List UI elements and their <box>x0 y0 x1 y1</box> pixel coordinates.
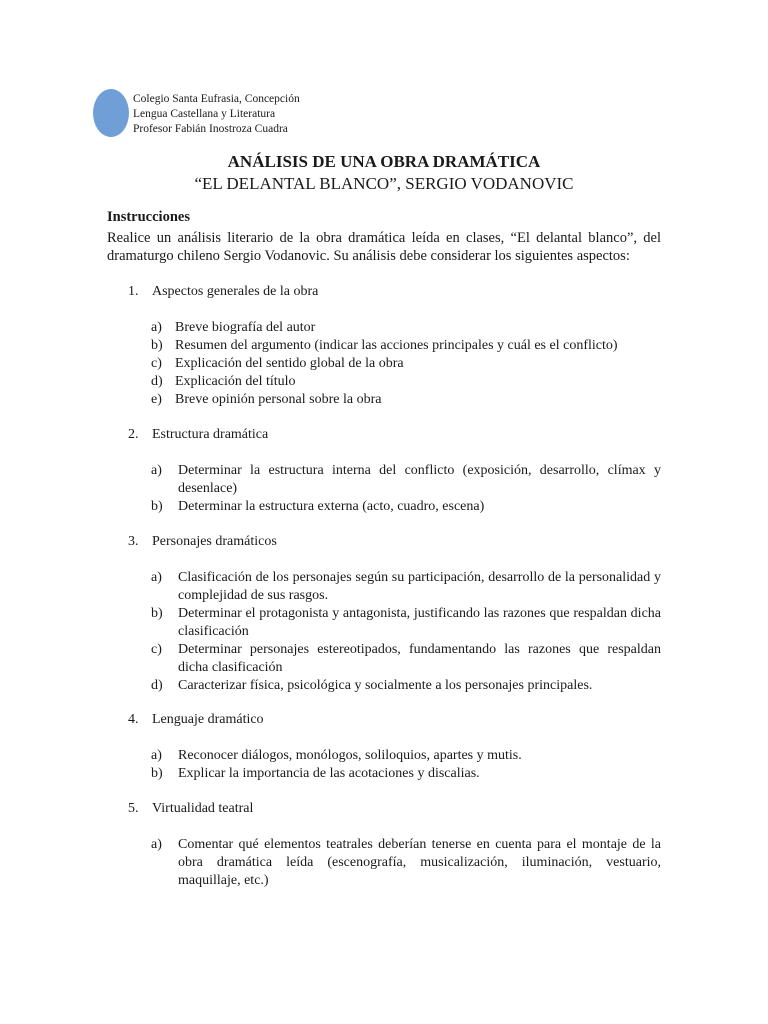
course-name: Lengua Castellana y Literatura <box>133 108 276 120</box>
list-item-letter: b) <box>151 766 163 781</box>
list-item-letter: a) <box>151 748 162 763</box>
section-number: 5. <box>128 801 139 816</box>
school-name: Colegio Santa Eufrasia, Concepción <box>133 93 300 105</box>
list-item-letter: a) <box>151 463 162 478</box>
list-item: Clasificación de los personajes según su participación, desarrollo de la personalidad y complejidad de sus rasgos. <box>178 570 661 603</box>
school-logo <box>93 89 129 137</box>
list-item: Explicación del sentido global de la obra <box>175 356 404 371</box>
list-item-letter: a) <box>151 837 162 852</box>
list-item-letter: c) <box>151 356 162 371</box>
list-item: Caracterizar física, psicológica y socialmente a los personajes principales. <box>178 678 593 693</box>
list-item-letter: b) <box>151 606 163 621</box>
document-title: ANÁLISIS DE UNA OBRA DRAMÁTICA <box>227 152 541 171</box>
teacher-name: Profesor Fabián Inostroza Cuadra <box>133 123 288 135</box>
list-item: Comentar qué elementos teatrales deberían tenerse en cuenta para el montaje de la obra dramática leída (escenografía, musicalización, iluminación, vestuario, maquillaje, etc.) <box>178 837 661 888</box>
section-number: 1. <box>128 284 139 299</box>
list-item-letter: a) <box>151 570 162 585</box>
list-item-letter: a) <box>151 320 162 335</box>
section-number: 4. <box>128 712 139 727</box>
list-item: Determinar personajes estereotipados, fundamentando las razones que respaldan dicha clasificación <box>178 642 661 675</box>
instructions-text: Realice un análisis literario de la obra dramática leída en clases, “El delantal blanco”, del dramaturgo chileno Sergio Vodanovic. Su análisis debe considerar los siguientes aspectos: <box>107 230 661 264</box>
list-item-letter: b) <box>151 338 163 353</box>
list-item-letter: d) <box>151 678 163 693</box>
section-number: 3. <box>128 534 139 549</box>
section-title: Estructura dramática <box>152 427 269 442</box>
list-item: Resumen del argumento (indicar las acciones principales y cuál es el conflicto) <box>175 338 618 353</box>
section-title: Aspectos generales de la obra <box>152 284 319 299</box>
list-item-letter: d) <box>151 374 163 389</box>
list-item: Determinar la estructura externa (acto, cuadro, escena) <box>178 499 485 514</box>
list-item: Explicación del título <box>175 374 296 389</box>
document-subtitle: “EL DELANTAL BLANCO”, SERGIO VODANOVIC <box>194 174 574 193</box>
list-item-letter: e) <box>151 392 162 407</box>
list-item: Determinar la estructura interna del conflicto (exposición, desarrollo, clímax y desenlace) <box>178 463 661 496</box>
section-number: 2. <box>128 427 139 442</box>
section-title: Virtualidad teatral <box>152 801 254 816</box>
list-item: Explicar la importancia de las acotaciones y discalias. <box>178 766 480 781</box>
document-header <box>133 92 300 137</box>
list-item-letter: c) <box>151 642 162 657</box>
list-item: Determinar el protagonista y antagonista, justificando las razones que respaldan dicha clasificación <box>178 606 661 639</box>
list-item: Breve biografía del autor <box>175 320 316 335</box>
instructions-heading: Instrucciones <box>107 209 190 225</box>
list-item: Breve opinión personal sobre la obra <box>175 392 382 407</box>
list-item: Reconocer diálogos, monólogos, soliloquios, apartes y mutis. <box>178 748 522 763</box>
list-item-letter: b) <box>151 499 163 514</box>
section-title: Personajes dramáticos <box>152 534 277 549</box>
section-title: Lenguaje dramático <box>152 712 264 727</box>
